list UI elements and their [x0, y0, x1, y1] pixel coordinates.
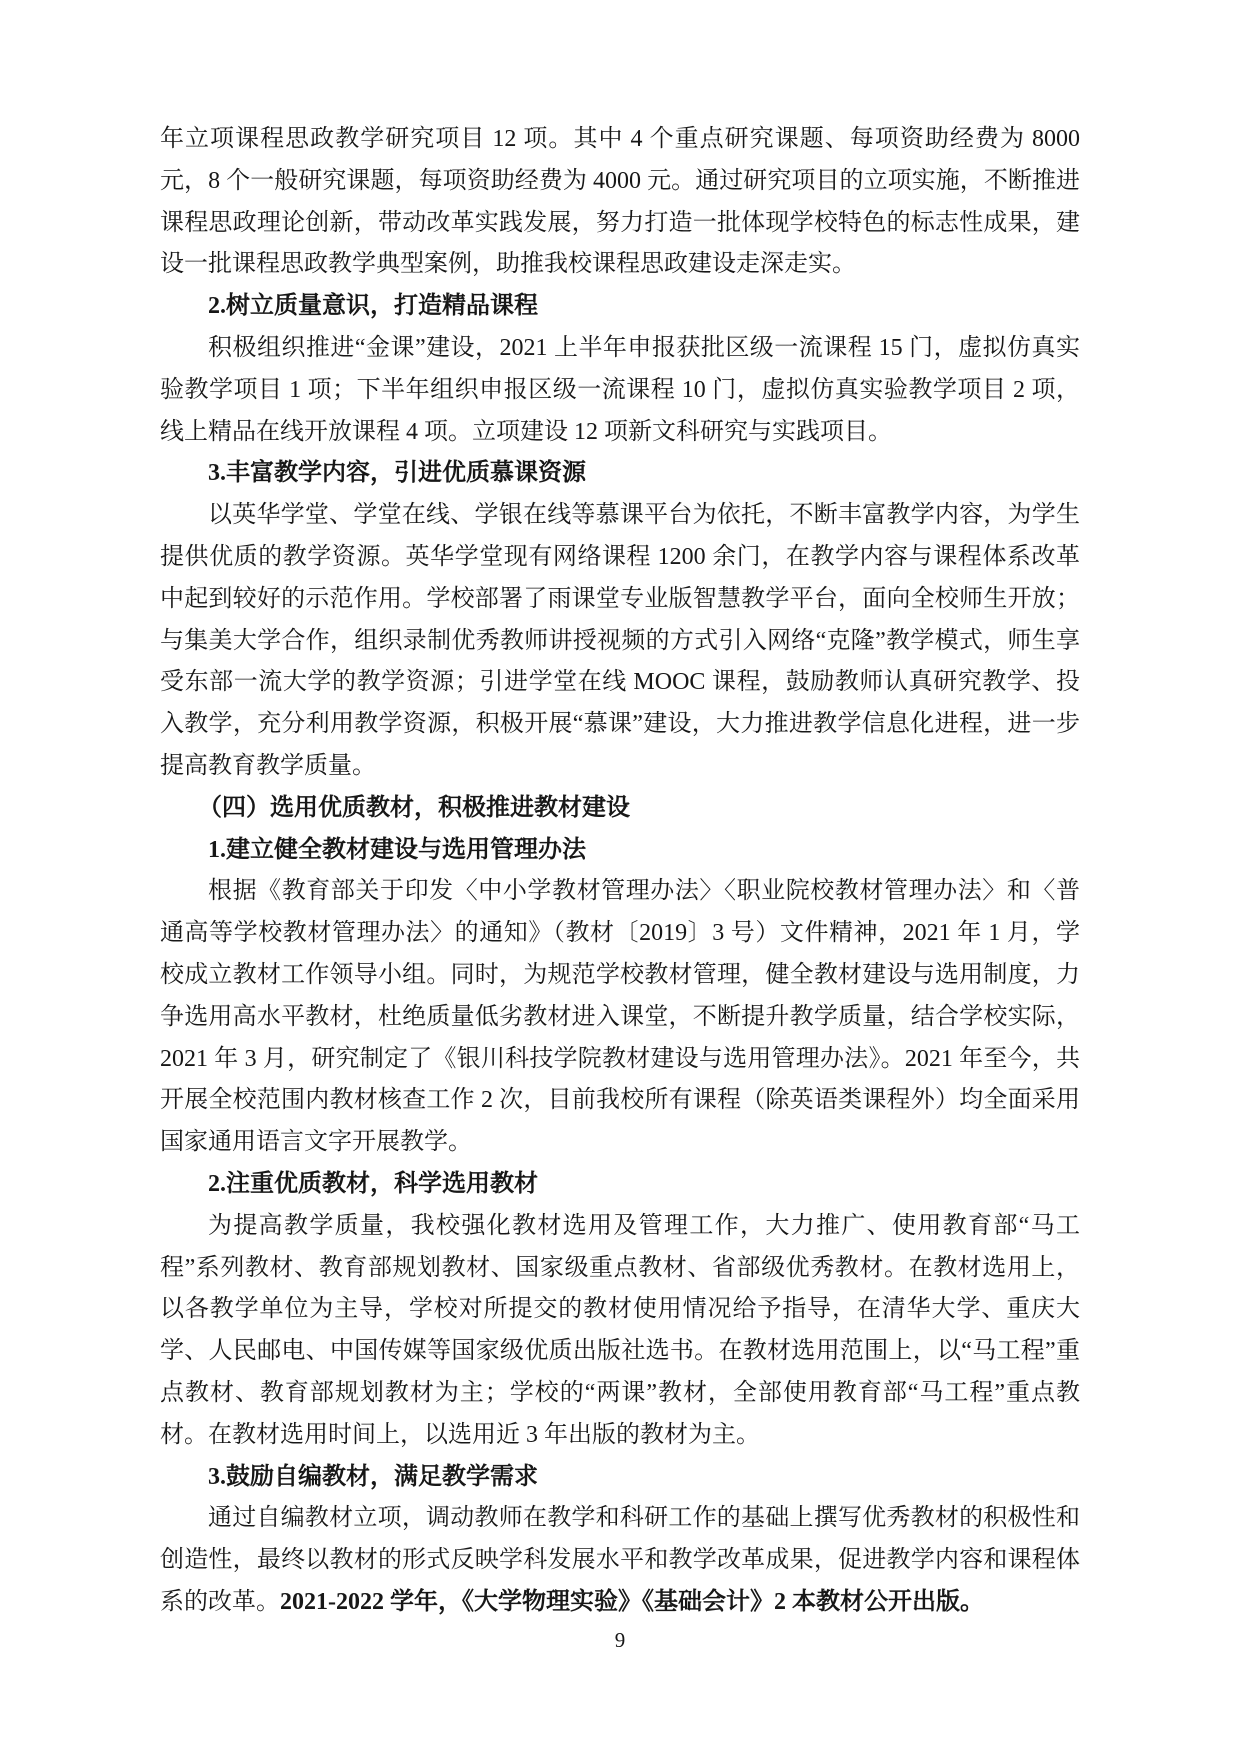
body-text-run: 通过自编教材立项，调动教师在教学和科研工作的基础上撰写优秀教材的积极性和创造性，最终以教材的形式反映学科发展水平和教学改革成果，促进教学内容和课程体系的改革。 — [160, 1505, 1080, 1615]
body-paragraph: 以英华学堂、学堂在线、学银在线等慕课平台为依托，不断丰富教学内容，为学生提供优质的教学资源。英华学堂现有网络课程 1200 余门，在教学内容与课程体系改革中起到较好的示范作用。学校部署了雨课堂专业版智慧教学平台，面向全校师生开放；与集美大学合作，组织录制优秀教师讲授视频的方式引入网络“克隆”教学模式，师生享受东部一流大学的教学资源；引进学堂在线 MOOC 课程，鼓励教师认真研究教学、投入教学，充分利用教学资源，积极开展“慕课”建设，大力推进教学信息化进程，进一步提高教育教学质量。 — [160, 502, 1080, 779]
body-paragraph — [160, 1498, 1080, 1623]
body-paragraph: 为提高教学质量，我校强化教材选用及管理工作，大力推广、使用教育部“马工程”系列教材、教育部规划教材、国家级重点教材、省部级优秀教材。在教材选用上，以各教学单位为主导，学校对所提交的教材使用情况给予指导，在清华大学、重庆大学、人民邮电、中国传媒等国家级优质出版社选书。在教材选用范围上，以“马工程”重点教材、教育部规划教材为主；学校的“两课”教材，全部使用教育部“马工程”重点教材。在教材选用时间上，以选用近 3 年出版的教材为主。 — [160, 1212, 1080, 1448]
body-paragraph: 根据《教育部关于印发〈中小学教材管理办法〉〈职业院校教材管理办法〉和〈普通高等学校教材管理办法〉的通知》（教材〔2019〕3 号）文件精神，2021 年 1 月，学校成立教材工作领导小组。同时，为规范学校教材管理，健全教材建设与选用制度，力争选用高水平教材，杜绝质量低劣教材进入课堂，不断提升教学质量，结合学校实际，2021 年 3 月，研究制定了《银川科技学院教材建设与选用管理办法》。2021 年至今，共开展全校范围内教材核查工作 2 次，目前我校所有课程（除英语类课程外）均全面采用国家通用语言文字开展教学。 — [160, 878, 1080, 1156]
bold-text-run: 2021-2022 学年，《大学物理实验》《基础会计》2 本教材公开出版。 — [280, 1588, 984, 1615]
body-paragraph: 积极组织推进“金课”建设，2021 上半年申报获批区级一流课程 15 门，虚拟仿真实验教学项目 1 项；下半年组织申报区级一流课程 10 门，虚拟仿真实验教学项目 2 项，线上精品在线开放课程 4 项。立项建设 12 项新文科研究与实践项目。 — [160, 334, 1080, 445]
subsection-heading-textbook-selection: 2.注重优质教材，科学选用教材 — [208, 1170, 538, 1197]
subsection-heading-mooc-resources: 3.丰富教学内容，引进优质慕课资源 — [208, 460, 586, 487]
page-body — [160, 119, 1080, 1624]
subsection-heading-self-compiled-textbooks: 3.鼓励自编教材，满足教学需求 — [208, 1463, 538, 1490]
page-number: 9 — [614, 1628, 626, 1652]
subsection-heading-quality-courses: 2.树立质量意识，打造精品课程 — [208, 293, 538, 320]
section-heading-textbook-construction: （四）选用优质教材，积极推进教材建设 — [198, 794, 630, 821]
subsection-heading-textbook-management: 1.建立健全教材建设与选用管理办法 — [208, 836, 586, 863]
body-paragraph-continuation: 年立项课程思政教学研究项目 12 项。其中 4 个重点研究课题、每项资助经费为 8000 元，8 个一般研究课题，每项资助经费为 4000 元。通过研究项目的立项实施，不断推进课程思政理论创新，带动改革实践发展，努力打造一批体现学校特色的标志性成果，建设一批课程思政教学典型案例，助推我校课程思政建设走深走实。 — [160, 126, 1080, 278]
